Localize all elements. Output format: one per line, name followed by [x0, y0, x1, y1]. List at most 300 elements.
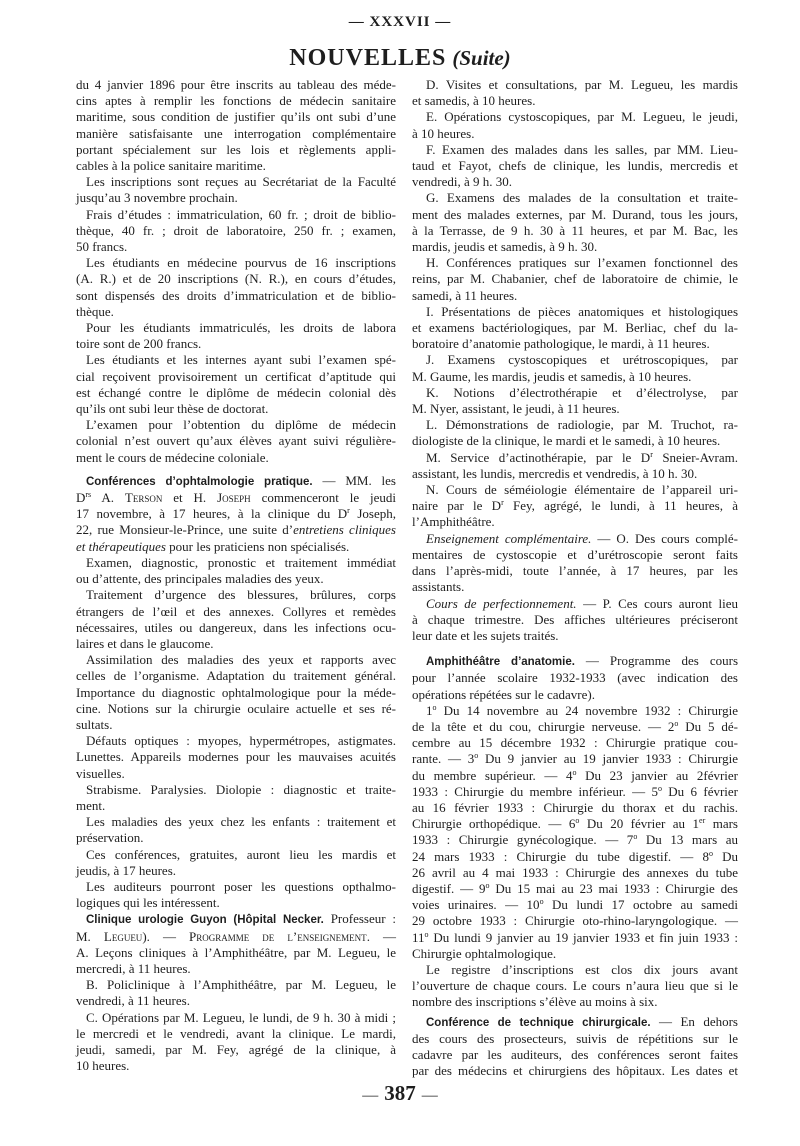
superscript: o: [575, 816, 580, 826]
text-line: [76, 733, 396, 749]
text-run: ment.: [76, 797, 106, 813]
text-run: toire sont de 200 francs.: [76, 336, 202, 352]
text-run: diologiste de la clinique, le mardi et le samedi, à 10 heures.: [412, 433, 721, 449]
text-line: [76, 77, 396, 93]
text-line: [412, 93, 738, 109]
superscript: o: [572, 767, 577, 777]
paragraph: [412, 190, 738, 255]
text-run: Du 20 février au 1: [579, 816, 700, 832]
text-run: et samedis, à 10 heures.: [412, 93, 536, 109]
text-run: L. Démonstrations de radiologie, par M. Truchot, ra-: [426, 417, 738, 433]
text-run: leur date et les sujets traités.: [412, 627, 559, 643]
superscript: o: [674, 718, 679, 728]
text-run: Du 15 mai au 23 mai 1933 : Chirurgie des: [489, 880, 738, 896]
paragraph: [412, 109, 738, 141]
text-line: [412, 978, 738, 994]
text-run: Traitement d’urgence des blessures, brûlures, corps: [86, 587, 396, 603]
text-run: thèque, 40 fr. ; droit de laboratoire, 250 fr. ; examen,: [76, 222, 396, 238]
text-run: M.: [76, 928, 104, 944]
paragraph: [76, 555, 396, 587]
text-line: [412, 628, 738, 644]
text-run: à la Terrasse, de 9 h. 30 à 11 heures, et par M. Bac, les: [412, 222, 738, 238]
text-run: Du 5 dé-: [678, 718, 738, 734]
text-line: [76, 336, 396, 352]
section-title: [0, 44, 800, 75]
text-run: 1933 : Chirurgie gynécologique. — 7: [412, 832, 634, 848]
text-run: à 10 heures.: [412, 125, 475, 141]
text-run: laires et dans le glaucome.: [76, 635, 214, 651]
paragraph: [76, 1010, 396, 1075]
text-line: [76, 369, 396, 385]
text-run: I. Présentations de pièces anatomiques et histologiques: [426, 303, 738, 319]
text-run: C. Opérations par M. Legueu, le lundi, de 9 h. 30 à midi ;: [86, 1009, 396, 1025]
text-run: et H.: [162, 490, 218, 506]
text-run: B. Policlinique à l’Amphithéâtre, par M. Legueu, le: [86, 977, 396, 993]
text-line: [76, 717, 396, 733]
text-line: [76, 685, 396, 701]
paragraph: [76, 417, 396, 466]
text-line: [76, 814, 396, 830]
text-line: [412, 670, 738, 686]
text-run: Strabisme. Paralysies. Diolopie : diagnostic et traite-: [86, 781, 396, 797]
text-run: voies urinaires. — 10: [412, 897, 540, 913]
text-line: [76, 847, 396, 863]
text-line: [412, 482, 738, 498]
text-run: mentaires de cystoscopie et d’urétroscopie seront faits: [412, 546, 738, 562]
text-line: [412, 563, 738, 579]
text-run: — O. Des cours complé-: [591, 530, 738, 546]
superscript: o: [432, 702, 437, 712]
text-run: assistants.: [412, 579, 465, 595]
text-run: N. Cours de séméiologie élémentaire de l’appareil uri-: [426, 482, 738, 498]
paragraph: [76, 352, 396, 417]
text-line: [412, 703, 738, 719]
text-line: [76, 522, 396, 538]
text-run: Les étudiants et les internes ayant subi l’examen spé-: [86, 352, 396, 368]
text-run: préservation.: [76, 830, 144, 846]
text-line: [76, 473, 396, 490]
text-run: Du lundi 17 octobre au samedi: [543, 897, 739, 913]
text-line: [412, 288, 738, 304]
italic-run: entretiens cliniques: [293, 522, 396, 538]
paragraph: [76, 652, 396, 733]
text-line: [76, 142, 396, 158]
text-run: samedi, à 11 heures.: [412, 287, 518, 303]
text-line: [76, 320, 396, 336]
text-run: Du 13 mars au: [637, 832, 738, 848]
text-run: cadavre par les auditeurs, des conférences seront faites: [412, 1046, 738, 1062]
footer-dash: —: [421, 1087, 438, 1104]
text-run: dans l’après-midi, toute l’année, à 17 heures, par les: [412, 563, 738, 579]
superscript: r: [501, 498, 504, 508]
italic-run: Cours de perfectionnement.: [426, 595, 577, 611]
text-run: 26 avril au 4 mai 1933 : Chirurgie des annexes du tube: [412, 864, 738, 880]
text-run: du membre supérieur. — 4: [412, 767, 573, 783]
superscript: o: [474, 751, 479, 761]
text-line: [76, 255, 396, 271]
text-line: [412, 531, 738, 547]
text-line: [412, 126, 738, 142]
text-line: [412, 239, 738, 255]
text-run: M. Nyer, assistant, le jeudi, à 11 heures.: [412, 401, 620, 417]
text-line: [76, 207, 396, 223]
text-run: Pour les étudiants immatriculés, les droits de labora: [86, 320, 396, 336]
footer-dash: —: [362, 1087, 379, 1104]
text-run: M. Service d’actinothérapie, par le D: [426, 449, 651, 465]
small-caps-run: Terson: [124, 490, 163, 506]
text-run: J. Examens cystoscopiques et urétroscopiques, par: [426, 352, 738, 368]
paragraph: [412, 255, 738, 304]
text-run: rante. — 3: [412, 751, 475, 767]
text-line: [76, 1042, 396, 1058]
text-run: au 16 février 1933 : Chirurgie du thorax et du rachis.: [412, 799, 738, 815]
paragraph: [412, 304, 738, 353]
text-run: cins aptes à remplir les fonctions de médecin sanitaire: [76, 93, 396, 109]
text-run: D: [76, 490, 86, 506]
text-line: [412, 514, 738, 530]
text-line: [412, 255, 738, 271]
text-line: [76, 93, 396, 109]
text-run: Importance du diagnostic ophtalmologique pour la méde-: [76, 684, 396, 700]
text-run: Du: [712, 848, 738, 864]
text-line: [76, 109, 396, 125]
superscript: r: [347, 506, 350, 516]
text-run: A.: [91, 490, 125, 506]
paragraph: [76, 879, 396, 911]
text-run: — MM. les: [312, 472, 396, 488]
paragraph: [76, 174, 396, 206]
text-run: logiques qui les intéressent.: [76, 895, 220, 911]
text-run: Examen, diagnostic, pronostic et traitement immédiat: [86, 554, 396, 570]
text-run: du 4 janvier 1896 pour être inscrits au tableau des méde-: [76, 77, 396, 92]
text-run: Du lundi 9 janvier au 19 janvier 1933 et fin juin 1933 :: [428, 929, 738, 945]
right-column: [412, 77, 738, 1079]
paragraph: [76, 733, 396, 782]
text-run: naire par le D: [412, 498, 502, 514]
text-line: [76, 539, 396, 555]
superscript: o: [424, 929, 429, 939]
text-line: [412, 735, 738, 751]
text-run: visuelles.: [76, 765, 125, 781]
text-line: [412, 768, 738, 784]
text-run: de la tête et du cou, chirurgie nerveuse. — 2: [412, 718, 675, 734]
text-line: [76, 701, 396, 717]
text-line: [76, 945, 396, 961]
text-run: (A. R.) et de 20 inscriptions (N. R.), en cours d’études,: [76, 271, 396, 287]
text-line: [76, 490, 396, 506]
text-line: [412, 719, 738, 735]
text-run: M. Gaume, les mardis, jeudis et samedis, à 10 heures.: [412, 368, 692, 384]
paragraph: [76, 977, 396, 1009]
text-run: ment des malades externes, par M. Durand, tous les jours,: [412, 206, 738, 222]
paragraph: [76, 255, 396, 320]
text-run: est échangé contre le diplôme de médecin colonial dès: [76, 384, 396, 400]
italic-run: et thérapeutiques: [76, 538, 166, 554]
paragraph: [412, 653, 738, 703]
bold-heading-run: Amphithéâtre d’anatomie.: [426, 656, 575, 669]
paragraph: [412, 77, 738, 109]
text-run: G. Examens des malades de la consultation et traite-: [426, 190, 738, 206]
text-run: Les étudiants en médecine pourvus de 16 inscriptions: [86, 255, 396, 271]
text-run: Du 9 janvier au 19 janvier 1933 : Chirurgie: [478, 751, 739, 767]
superscript: o: [633, 832, 638, 842]
text-line: [412, 369, 738, 385]
text-run: vendredi, à 9 h. 30.: [412, 174, 513, 190]
text-run: Du 23 janvier au 2février: [576, 767, 739, 783]
text-line: [412, 612, 738, 628]
text-line: [76, 668, 396, 684]
text-run: celles de l’organisme. Adaptation du traitement général.: [76, 668, 396, 684]
paragraph: [412, 482, 738, 531]
text-run: 10 heures.: [76, 1058, 130, 1074]
text-line: [76, 304, 396, 320]
text-line: [412, 547, 738, 563]
text-run: colonial n’est ouvert qu’aux élèves ayant suivi régulière-: [76, 433, 396, 449]
text-run: ). —: [142, 928, 190, 944]
text-line: [76, 604, 396, 620]
text-run: cine. Notions sur la chirurgie oculaire actuelle et ses ré-: [76, 700, 396, 716]
text-run: — En dehors: [650, 1013, 738, 1029]
text-line: [76, 620, 396, 636]
text-run: E. Opérations cystoscopiques, par M. Legueu, le jeudi,: [426, 109, 738, 125]
text-line: [412, 800, 738, 816]
paragraph: [76, 77, 396, 174]
text-run: portant spécialement sur les lois et règlements appli-: [76, 141, 396, 157]
paragraph: [412, 385, 738, 417]
text-line: [76, 636, 396, 652]
text-line: [412, 897, 738, 913]
text-run: Professeur :: [323, 911, 396, 927]
paragraph: [412, 352, 738, 384]
text-line: [412, 320, 738, 336]
text-line: [412, 142, 738, 158]
text-run: digestif. — 9: [412, 880, 486, 896]
small-caps-run: Programme de l’enseignement: [189, 928, 367, 944]
text-run: cial reçoivent provisoirement un certificat d’aptitude qui: [76, 368, 396, 384]
text-run: 22, rue Monsieur-le-Prince, une suite d’: [76, 522, 294, 538]
text-run: Chirurgie orthopédique. — 6: [412, 816, 576, 832]
text-line: [76, 1058, 396, 1074]
text-line: [76, 126, 396, 142]
text-line: [412, 207, 738, 223]
text-line: [412, 596, 738, 612]
text-line: [412, 653, 738, 670]
text-line: [76, 993, 396, 1009]
text-line: [412, 433, 738, 449]
text-run: A. Leçons cliniques à l’Amphithéâtre, par M. Legueu, le: [76, 944, 396, 960]
text-run: Sneier-Avram.: [652, 449, 738, 465]
text-run: 50 francs.: [76, 239, 128, 255]
text-run: 24 mars 1933 : Chirurgie du tube digestif. — 8: [412, 848, 709, 864]
text-line: [412, 304, 738, 320]
text-run: mardis, jeudis et samedis, à 9 h. 30.: [412, 239, 598, 255]
text-run: à chaque trimestre. Des affiches ultérieures préciseront: [412, 611, 738, 627]
text-line: [412, 417, 738, 433]
superscript: o: [539, 897, 544, 907]
text-run: l’ouverture de chaque cours. Le cours n’aura lieu que si le: [412, 978, 738, 994]
text-run: mercredi, à 11 heures.: [76, 960, 191, 976]
text-run: Les maladies des yeux chez les enfants : traitement et: [86, 814, 396, 830]
text-line: [412, 751, 738, 767]
text-run: . —: [366, 928, 396, 944]
text-line: [412, 881, 738, 897]
paragraph: [76, 911, 396, 977]
text-line: [76, 417, 396, 433]
text-line: [412, 930, 738, 946]
text-run: jeudi, samedi, par M. Fey, agrégé de la clinique, à: [76, 1041, 396, 1057]
text-line: [76, 798, 396, 814]
text-line: [412, 913, 738, 929]
text-run: sont dispensés des droits d’immatriculation et de biblio-: [76, 287, 396, 303]
text-line: [76, 271, 396, 287]
text-run: reins, par M. Chabanier, chef de laboratoire de chimie, le: [412, 271, 738, 287]
text-run: étrangers de l’œil et des annexes. Collyres et remèdes: [76, 603, 396, 619]
text-line: [76, 830, 396, 846]
text-line: [412, 401, 738, 417]
superscript: er: [699, 816, 706, 826]
text-run: Les auditeurs pourront poser les questions opthalmo-: [86, 878, 396, 894]
text-run: K. Notions d’électrothérapie et d’électrolyse, par: [426, 384, 738, 400]
text-line: [76, 190, 396, 206]
paragraph: [412, 962, 738, 1011]
text-line: [412, 962, 738, 978]
text-line: [76, 158, 396, 174]
title-text: NOUVELLES: [289, 45, 447, 71]
superscript: o: [485, 880, 490, 890]
text-run: nécessaires, utiles ou dangereux, dans les infections ocu-: [76, 619, 396, 635]
text-run: l’Amphithéâtre.: [412, 514, 495, 530]
text-run: assistant, les lundis, mercredis et vendredis, à 10 h. 30.: [412, 465, 698, 481]
left-column: [76, 77, 396, 1074]
text-line: [76, 401, 396, 417]
paragraph: [412, 417, 738, 449]
text-line: [412, 466, 738, 482]
text-run: mars: [705, 816, 738, 832]
bold-heading-run: Clinique urologie Guyon (Hôpital Necker.: [86, 914, 324, 927]
small-caps-run: Legueu: [103, 928, 143, 944]
text-run: le mercredi et le vendredi, avant la clinique. Le mardi,: [76, 1025, 396, 1041]
paragraph: [76, 814, 396, 846]
text-run: Frais d’études : immatriculation, 60 fr. ; droit de biblio-: [86, 206, 396, 222]
text-run: Chirurgie ophtalmologique.: [412, 945, 557, 961]
text-line: [412, 816, 738, 832]
text-line: [412, 109, 738, 125]
text-line: [412, 174, 738, 190]
text-line: [76, 961, 396, 977]
text-line: [76, 782, 396, 798]
text-line: [76, 571, 396, 587]
small-caps-run: Joseph: [217, 490, 251, 506]
text-line: [76, 863, 396, 879]
text-run: par des médecins et chirurgiens des hôpitaux. Les dates et: [412, 1063, 738, 1079]
text-run: manière satisfaisante une interrogation complémentaire: [76, 125, 396, 141]
text-line: [76, 929, 396, 945]
paragraph: [76, 207, 396, 256]
italic-run: Enseignement complémentaire.: [426, 530, 592, 546]
text-run: jeudis, à 17 heures.: [76, 862, 177, 878]
text-run: F. Examen des malades dans les salles, par MM. Lieu-: [426, 141, 738, 157]
text-line: [412, 832, 738, 848]
text-run: vendredi, à 11 heures.: [76, 993, 190, 1009]
text-line: [76, 174, 396, 190]
text-run: Fey, agrégé, le lundi, à 11 heures, à: [503, 498, 738, 514]
text-line: [412, 498, 738, 514]
text-line: [76, 239, 396, 255]
text-run: 1: [426, 702, 433, 718]
text-run: des cours des prosecteurs, suivis de répétitions sur le: [412, 1030, 738, 1046]
text-line: [76, 288, 396, 304]
text-line: [76, 433, 396, 449]
text-run: Assimilation des maladies des yeux et rapports avec: [86, 652, 396, 668]
text-run: sultats.: [76, 716, 113, 732]
text-line: [76, 352, 396, 368]
bold-heading-run: Conférences d’ophtalmologie pratique.: [86, 475, 313, 488]
text-run: Le registre d’inscriptions est clos dix jours avant: [426, 961, 738, 977]
bold-heading-run: Conférence de technique chirurgicale.: [426, 1016, 651, 1029]
paragraph: [76, 782, 396, 814]
text-line: [412, 579, 738, 595]
text-line: [76, 1026, 396, 1042]
page-number-footer: [0, 1081, 800, 1108]
text-line: [412, 1047, 738, 1063]
text-run: 29 octobre 1933 : Chirurgie oto-rhino-laryngologique. —: [412, 913, 738, 929]
text-line: [76, 385, 396, 401]
text-line: [76, 766, 396, 782]
text-run: — Programme des cours: [574, 653, 739, 669]
text-line: [412, 1031, 738, 1047]
text-line: [412, 1014, 738, 1031]
text-run: ment le cours de médecine coloniale.: [76, 449, 269, 465]
text-run: taud et Fayot, chefs de clinique, les lundis, mercredis et: [412, 158, 738, 174]
page-folio: — XXXVII —: [348, 14, 452, 30]
text-run: 17 novembre, à 17 heures, à la clinique du D: [76, 506, 348, 522]
text-run: boratoire d’anatomie pathologique, le mardi, à 11 heures.: [412, 336, 710, 352]
text-line: [412, 158, 738, 174]
text-line: [76, 652, 396, 668]
text-line: [76, 1010, 396, 1026]
text-run: et examens bactériologiques, par M. Berliac, chef du la-: [412, 320, 738, 336]
text-line: [76, 506, 396, 522]
text-run: opérations répétées sur le cadavre).: [412, 686, 595, 702]
paragraph: [412, 1014, 738, 1080]
text-line: [412, 385, 738, 401]
text-run: 1933 : Chirurgie du membre inférieur. — 5: [412, 783, 658, 799]
text-line: [412, 450, 738, 466]
text-line: [76, 749, 396, 765]
text-run: nombre des inscriptions s’élève au moins à six.: [412, 994, 658, 1010]
text-run: cables à la police sanitaire maritime.: [76, 158, 266, 174]
text-run: Du 6 février: [661, 783, 738, 799]
text-line: [76, 587, 396, 603]
text-line: [76, 450, 396, 466]
text-run: pour l’année scolaire 1932-1933 (avec indication des: [412, 670, 738, 686]
text-line: [412, 190, 738, 206]
text-line: [412, 865, 738, 881]
text-run: Les inscriptions sont reçues au Secrétariat de la Faculté: [86, 174, 396, 190]
text-line: [412, 994, 738, 1010]
paragraph: [412, 450, 738, 482]
text-line: [412, 1063, 738, 1079]
paragraph: [76, 587, 396, 652]
text-run: 11: [412, 929, 425, 945]
text-run: commenceront le jeudi: [250, 490, 396, 506]
text-run: jusqu’au 3 novembre prochain.: [76, 190, 238, 206]
text-line: [412, 77, 738, 93]
paragraph: [412, 142, 738, 191]
text-line: [412, 336, 738, 352]
text-run: L’examen pour l’obtention du diplôme de médecin: [86, 417, 396, 433]
text-run: H. Conférences pratiques sur l’examen fonctionnel des: [426, 255, 738, 271]
